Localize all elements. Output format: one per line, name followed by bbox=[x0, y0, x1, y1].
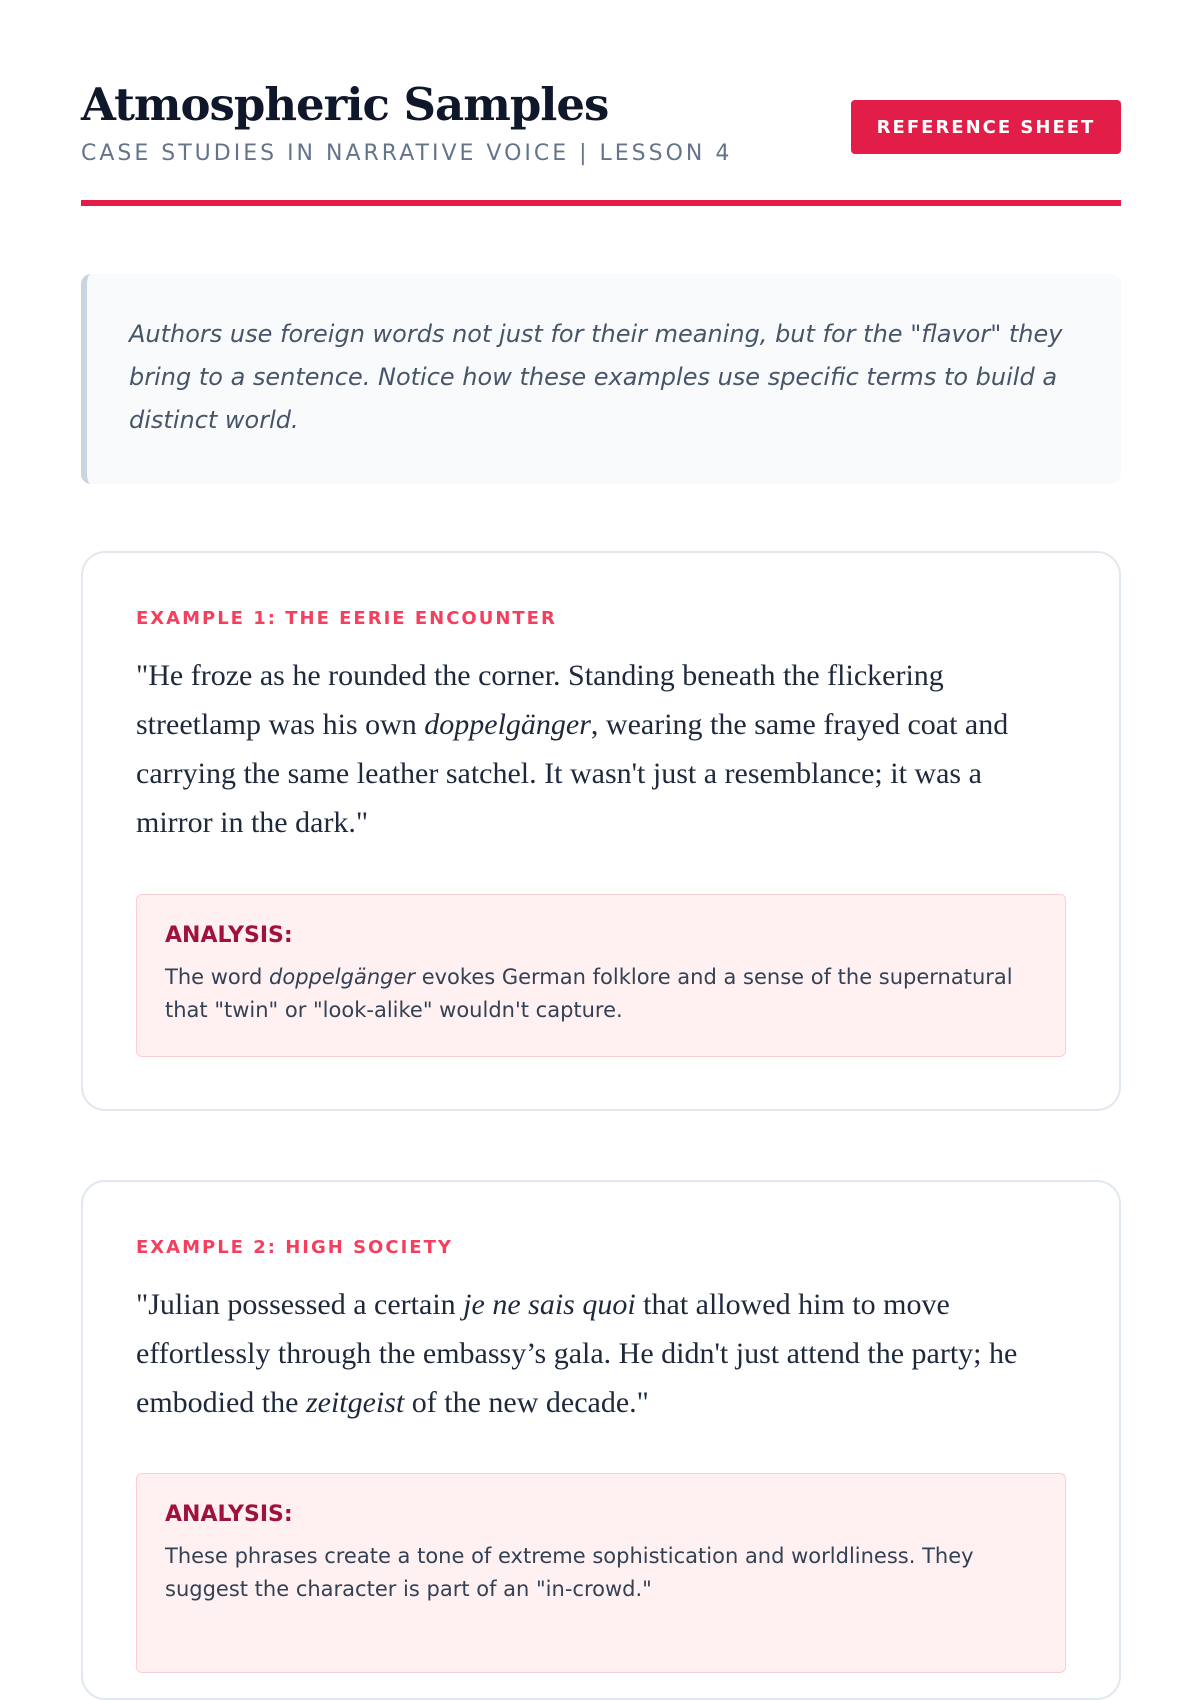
foreign-term: je ne sais quoi bbox=[463, 1288, 636, 1321]
page-title: Atmospheric Samples bbox=[81, 78, 609, 131]
header-divider bbox=[81, 200, 1121, 206]
foreign-term: doppelgänger bbox=[424, 708, 591, 741]
example-quote bbox=[136, 651, 1066, 847]
page-subtitle: CASE STUDIES IN NARRATIVE VOICE | LESSON 4 bbox=[81, 141, 733, 166]
example-label: EXAMPLE 1: THE EERIE ENCOUNTER bbox=[136, 608, 557, 629]
analysis-heading: ANALYSIS: bbox=[165, 923, 293, 948]
reference-sheet-button[interactable]: REFERENCE SHEET bbox=[851, 100, 1121, 154]
example-card-1 bbox=[81, 551, 1121, 1111]
analysis-box bbox=[136, 1473, 1066, 1673]
example-card-2 bbox=[81, 1180, 1121, 1700]
page-header bbox=[81, 0, 1121, 207]
intro-text: Authors use foreign words not just for their meaning, but for the "flavor" they bring to a sentence. Notice how these examples use specific terms to build a distinct world. bbox=[129, 320, 1063, 434]
intro-callout bbox=[81, 274, 1121, 484]
analysis-text-part: evokes German folklore and a sense of the supernatural that "twin" or "look-alike" wouldn't capture. bbox=[165, 965, 1013, 1022]
quote-text: "Julian possessed a certain bbox=[136, 1288, 464, 1321]
analysis-text-part: The word bbox=[165, 965, 270, 989]
example-label: EXAMPLE 2: HIGH SOCIETY bbox=[136, 1237, 453, 1258]
analysis-text: These phrases create a tone of extreme sophistication and worldliness. They suggest the character is part of an "in-crowd." bbox=[165, 1544, 974, 1601]
example-quote bbox=[136, 1280, 1066, 1427]
quote-text: "He froze as he rounded the corner. Standing beneath the flickering streetlamp was his own bbox=[136, 659, 944, 741]
lesson-page bbox=[81, 0, 1121, 1601]
quote-text: that allowed him to move effortlessly through the embassy’s gala. He didn't just attend the party; he embodied the bbox=[136, 1288, 1018, 1419]
quote-text: , wearing the same frayed coat and carrying the same leather satchel. It wasn't just a resemblance; it was a mirror in the dark." bbox=[136, 708, 1009, 839]
analysis-box bbox=[136, 894, 1066, 1057]
foreign-term: zeitgeist bbox=[305, 1386, 405, 1419]
analysis-text bbox=[165, 961, 1037, 1027]
quote-text: of the new decade." bbox=[404, 1386, 649, 1419]
analysis-heading: ANALYSIS: bbox=[165, 1502, 293, 1527]
foreign-term: doppelgänger bbox=[269, 965, 416, 989]
